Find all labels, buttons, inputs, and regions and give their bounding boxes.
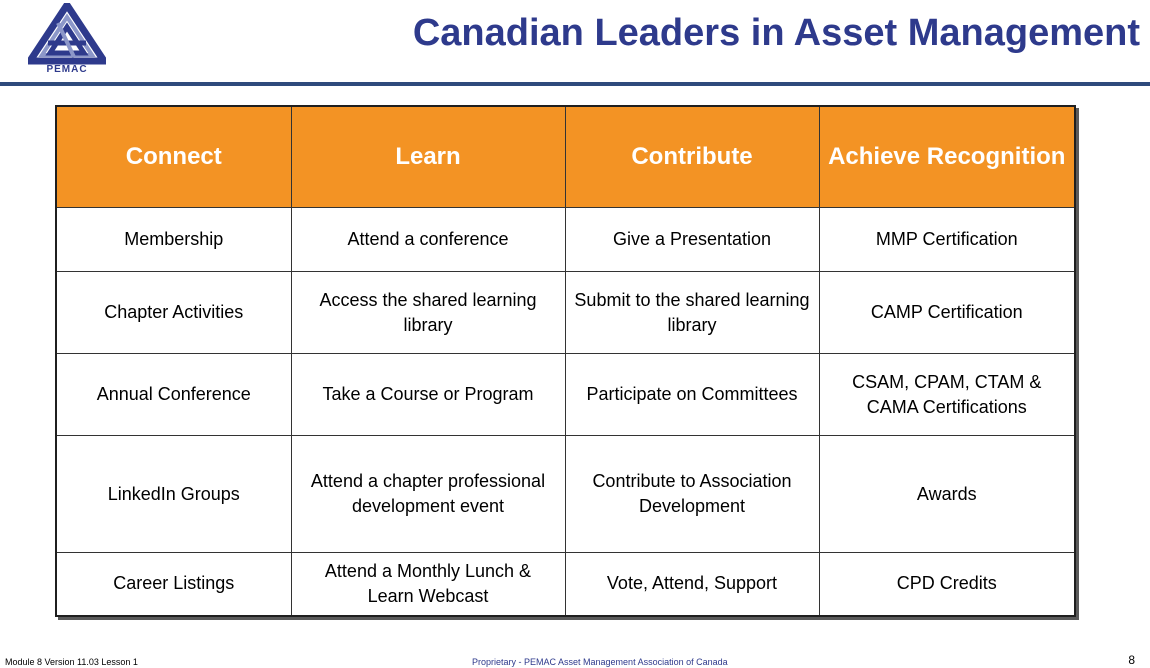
table-cell: MMP Certification (819, 208, 1075, 272)
table-row (56, 272, 1075, 354)
table-cell: Attend a chapter professional development event (291, 436, 565, 553)
table-cell: Participate on Committees (565, 354, 819, 436)
title-divider (0, 82, 1150, 86)
pemac-logo (28, 3, 106, 79)
header-connect: Connect (56, 106, 291, 208)
footer-module-info: Module 8 Version 11.03 Lesson 1 (5, 657, 138, 667)
table-row (56, 354, 1075, 436)
table-cell: Attend a conference (291, 208, 565, 272)
pemac-logo-icon (28, 3, 106, 65)
table-row (56, 436, 1075, 553)
table-cell: Access the shared learning library (291, 272, 565, 354)
engagement-table (55, 105, 1076, 617)
table-row (56, 208, 1075, 272)
table-row (56, 553, 1075, 616)
logo-wordmark: PEMAC (46, 64, 88, 75)
page-number: 8 (1128, 653, 1135, 667)
table-cell: Awards (819, 436, 1075, 553)
table-cell: Career Listings (56, 553, 291, 616)
header-learn: Learn (291, 106, 565, 208)
table-header-row (56, 106, 1075, 208)
table-cell: Vote, Attend, Support (565, 553, 819, 616)
table-cell: CAMP Certification (819, 272, 1075, 354)
table-cell: Chapter Activities (56, 272, 291, 354)
footer-proprietary: Proprietary - PEMAC Asset Management Association of Canada (472, 657, 728, 667)
table-cell: Membership (56, 208, 291, 272)
table-cell: CSAM, CPAM, CTAM & CAMA Certifications (819, 354, 1075, 436)
table-cell: Contribute to Association Development (565, 436, 819, 553)
page-title: Canadian Leaders in Asset Management (412, 12, 1140, 54)
table-cell: Attend a Monthly Lunch & Learn Webcast (291, 553, 565, 616)
table-cell: LinkedIn Groups (56, 436, 291, 553)
table-cell: Give a Presentation (565, 208, 819, 272)
table-cell: Annual Conference (56, 354, 291, 436)
table-cell: CPD Credits (819, 553, 1075, 616)
header-achieve-recognition: Achieve Recognition (819, 106, 1075, 208)
header-contribute: Contribute (565, 106, 819, 208)
table-cell: Take a Course or Program (291, 354, 565, 436)
table-cell: Submit to the shared learning library (565, 272, 819, 354)
